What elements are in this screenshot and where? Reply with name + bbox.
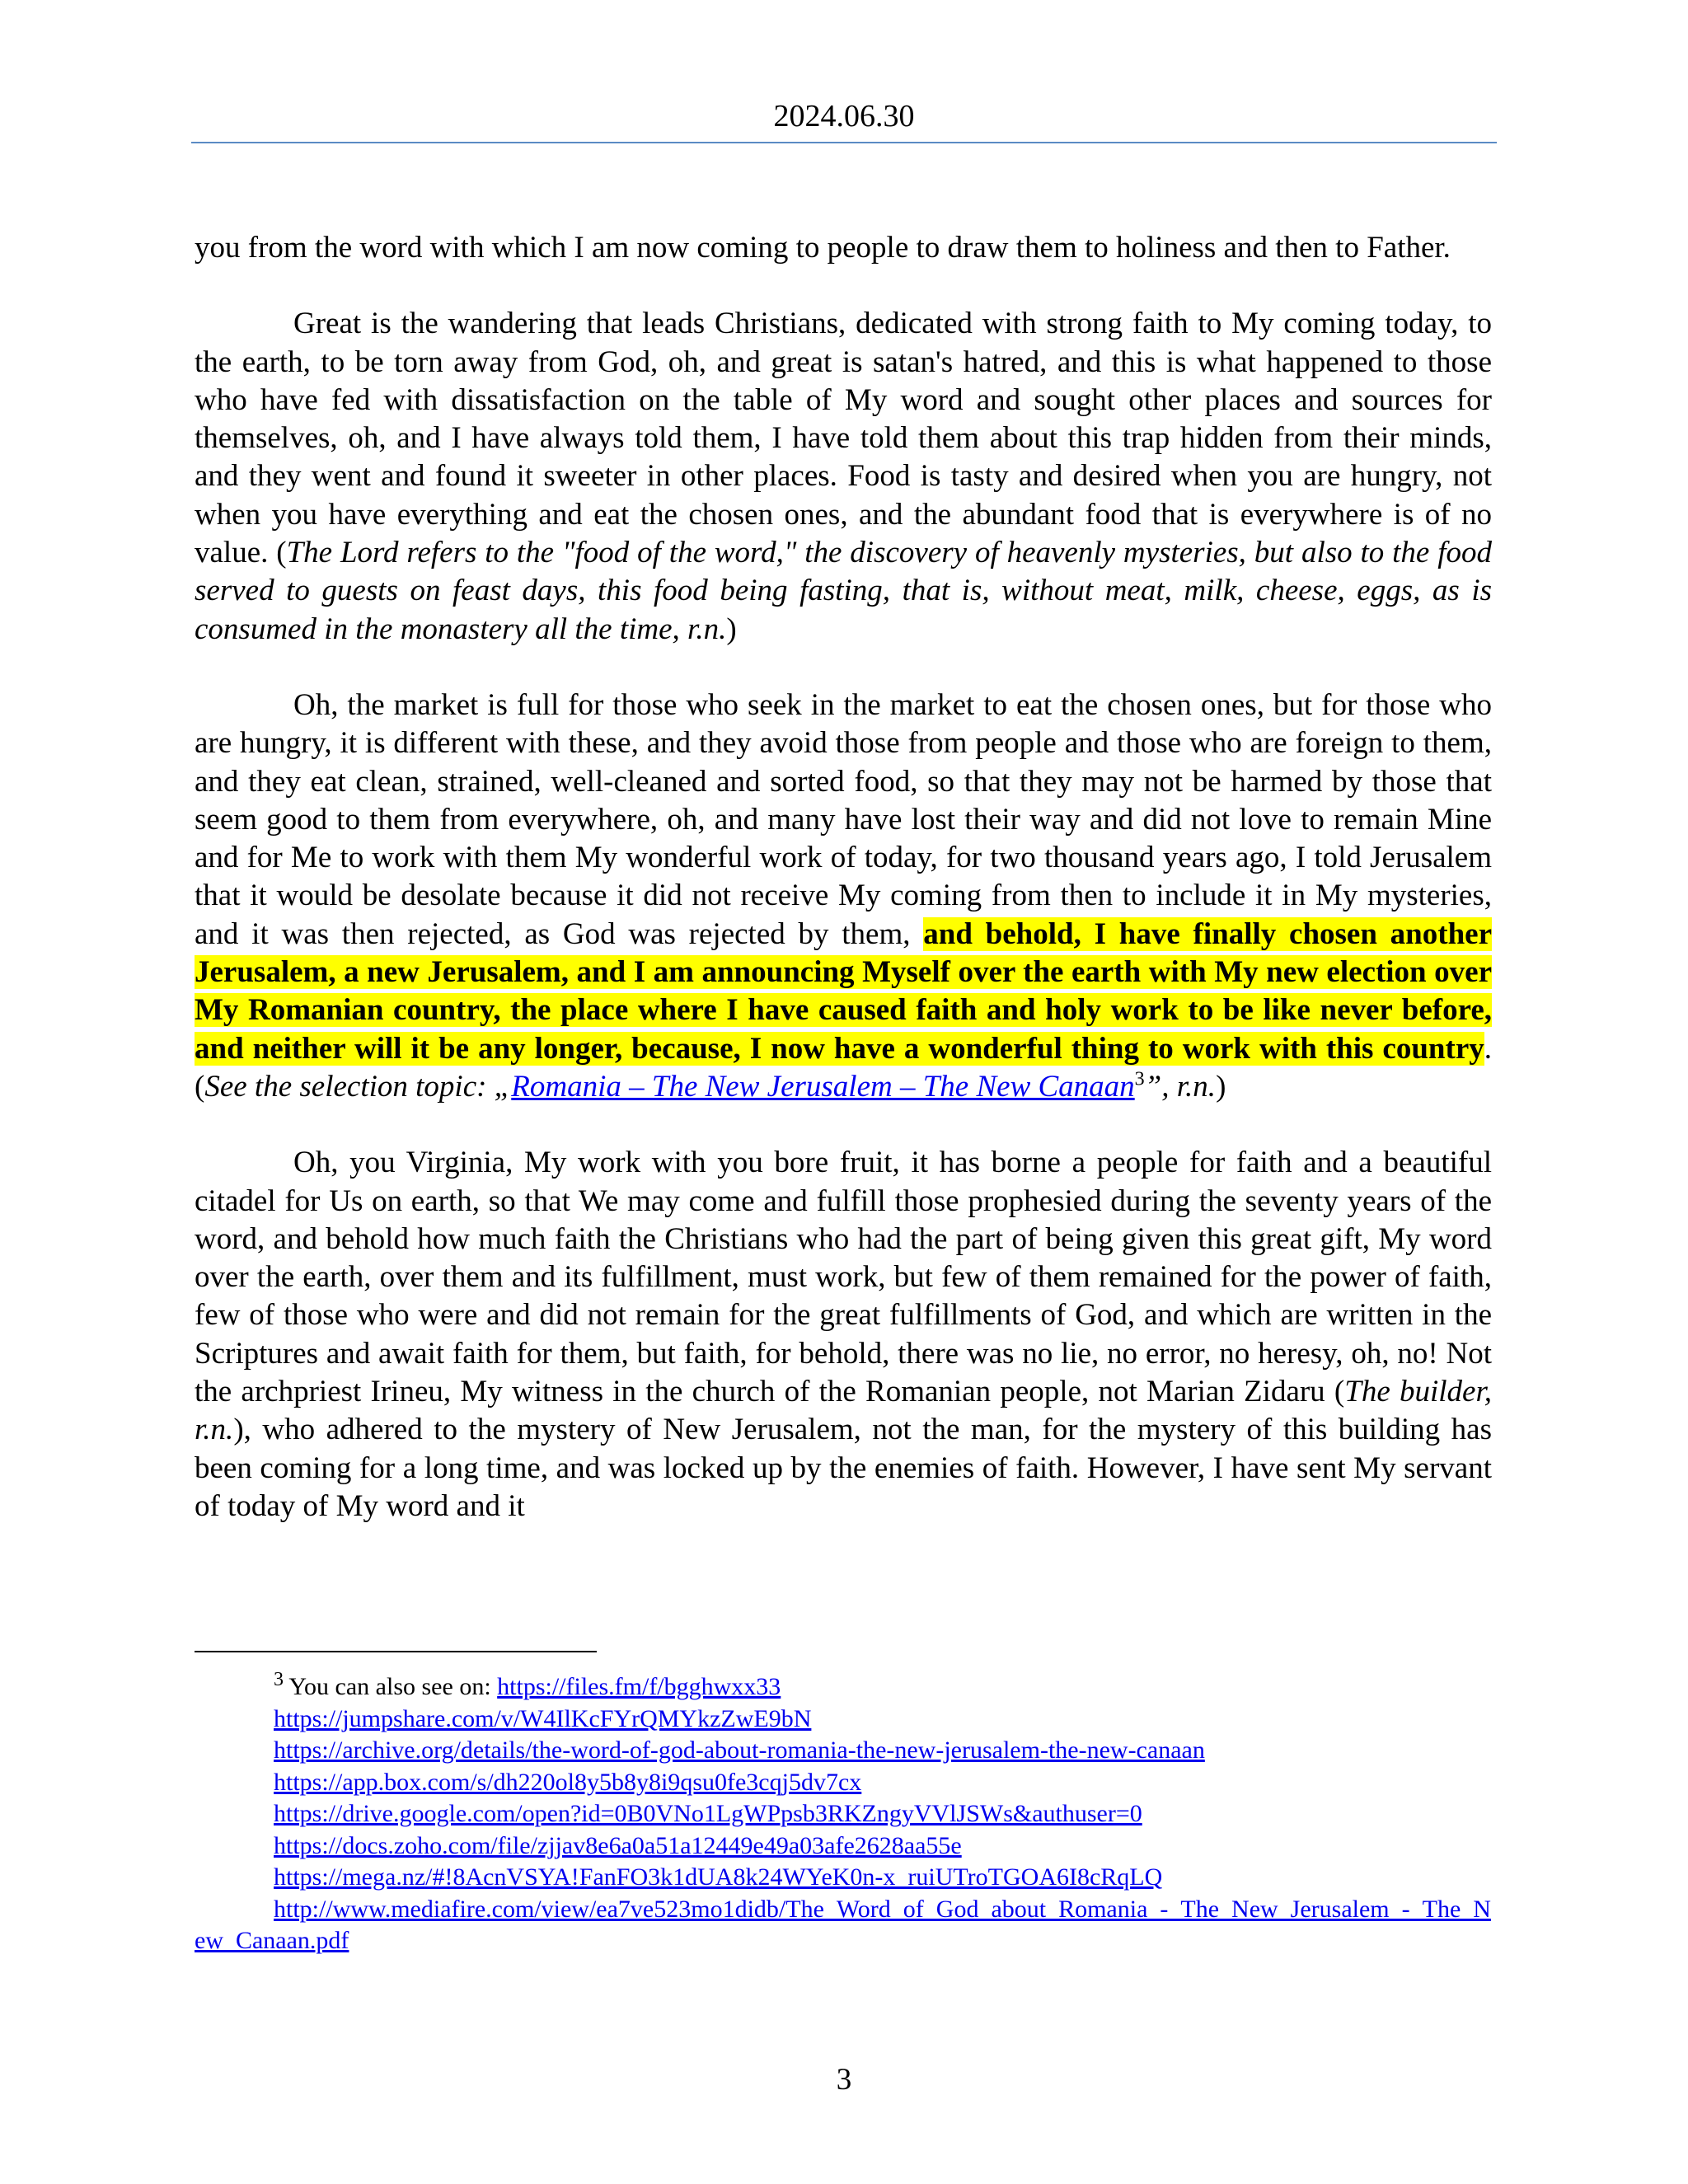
footnote-link[interactable]: http://www.mediafire.com/view/ea7ve523mo1didb/The_Word_of_God_about_Romania_-_The_New_Jerusalem_-_The_New_Canaan.pdf xyxy=(195,1895,1491,1954)
footnote-number: 3 xyxy=(274,1669,284,1690)
paragraph-3-close: ) xyxy=(1216,1069,1226,1104)
selection-topic-link[interactable]: Romania – The New Jerusalem – The New Canaan xyxy=(511,1069,1135,1104)
footnote-link[interactable]: https://archive.org/details/the-word-of-god-about-romania-the-new-jerusalem-the-new-canaan xyxy=(274,1736,1205,1764)
footnote-line xyxy=(195,1798,1492,1830)
footnote-link[interactable]: https://drive.google.com/open?id=0B0VNo1LgWPpsb3RKZngyVVlJSWs&authuser=0 xyxy=(274,1800,1142,1827)
footnote-link[interactable]: https://jumpshare.com/v/W4IlKcFYrQMYkzZwE9bN xyxy=(274,1704,812,1732)
paragraph-2 xyxy=(195,305,1492,649)
page-header-date: 2024.06.30 xyxy=(773,99,915,134)
footnote-link[interactable]: https://docs.zoho.com/file/zjjav8e6a0a51a12449e49a03afe2628aa55e xyxy=(274,1831,962,1859)
paragraph-4 xyxy=(195,1144,1492,1526)
paragraph-4-text-a: Oh, you Virginia, My work with you bore fruit, it has borne a people for faith and a beautiful citadel for Us on earth, so that We may come and fulfill those prophesied during the seventy years of the word, and behold how much faith the Christians who had the part of being given this great gift, My word over the earth, over them and its fulfillment, must work, but few of them remained for the power of faith, few of those who were and did not remain for the great fulfillments of God, and which are written in the Scriptures and await faith for them, but faith, for behold, there was no lie, no error, no heresy, oh, no! Not the archpriest Irineu, My witness in the church of the Romanian people, not Marian Zidaru ( xyxy=(195,1146,1492,1409)
paragraph-2-text: Great is the wandering that leads Christians, dedicated with strong faith to My coming today, to the earth, to be torn away from God, oh, and great is satan's hatred, and this is what happened to those who have fed with dissatisfaction on the table of My word and sought other places and sources for themselves, oh, and I have always told them, I have told them about this trap hidden from their minds, and they went and found it sweeter in other places. Food is tasty and desired when you are hungry, not when you have everything and eat the chosen ones, and the abundant food that is everywhere is of no value. ( xyxy=(195,307,1492,570)
paragraph-1 xyxy=(195,229,1492,267)
header-divider xyxy=(191,142,1497,143)
selection-topic-prefix: See the selection topic: „ xyxy=(204,1069,512,1104)
paragraph-3 xyxy=(195,687,1492,1106)
footnote-reference[interactable]: 3 xyxy=(1134,1068,1145,1090)
paragraph-2-close: ) xyxy=(726,612,737,646)
footnote-line xyxy=(195,1862,1492,1894)
footnote-line-1 xyxy=(195,1671,1492,1704)
selection-topic-suffix: ”, r.n. xyxy=(1144,1069,1217,1104)
footnote-line-wrapped xyxy=(195,1894,1492,1957)
footnote-link[interactable]: https://app.box.com/s/dh220ol8y5b8y8i9qsu0fe3cqj5dv7cx xyxy=(274,1768,862,1796)
highlighted-passage: and behold, I have finally chosen another Jerusalem, a new Jerusalem, and I am announcing Myself over the earth with My new election over My Romanian country, the place where I have caused faith and holy work to be like never before, and neither will it be any longer, because, I now have a wonderful thing to work with this country xyxy=(195,916,1493,1066)
document-body xyxy=(195,229,1492,1526)
paragraph-1-text: you from the word with which I am now coming to people to draw them to holiness and then to Father. xyxy=(195,231,1451,265)
footnote-separator xyxy=(195,1651,597,1652)
paragraph-3-after: . ( xyxy=(195,1031,1492,1104)
footnote-line xyxy=(195,1735,1492,1767)
page-number: 3 xyxy=(836,2063,852,2097)
footnote-block xyxy=(195,1671,1492,1957)
footnote-intro: You can also see on: xyxy=(288,1673,498,1700)
footnote-link[interactable]: https://mega.nz/#!8AcnVSYA!FanFO3k1dUA8k24WYeK0n-x_ruiUTroTGOA6I8cRqLQ xyxy=(274,1863,1163,1891)
footnote-line xyxy=(195,1767,1492,1799)
paragraph-4-editor-note: The builder, r.n. xyxy=(195,1375,1493,1447)
footnote-line xyxy=(195,1704,1492,1736)
footnote-line xyxy=(195,1830,1492,1863)
paragraph-4-text-b: ), who adhered to the mystery of New Jerusalem, not the man, for the mystery of this building has been coming for a long time, and was locked up by the enemies of faith. However, I have sent My servant of today of My word and it xyxy=(195,1413,1492,1523)
paragraph-3-text: Oh, the market is full for those who seek in the market to eat the chosen ones, but for those who are hungry, it is different with these, and they avoid those from people and those who are foreign to them, and they eat clean, strained, well-cleaned and sorted food, so that they may not be harmed by those that seem good to them from everywhere, oh, and many have lost their way and did not love to remain Mine and for Me to work with them My wonderful work of today, for two thousand years ago, I told Jerusalem that it would be desolate because it did not receive My coming from then to include it in My mysteries, and it was then rejected, as God was rejected by them, xyxy=(195,687,1492,951)
paragraph-2-editor-note: The Lord refers to the "food of the word," the discovery of heavenly mysteries, but also to the food served to guests on feast days, this food being fasting, that is, without meat, milk, cheese, eggs, as is consumed in the monastery all the time, r.n. xyxy=(195,536,1492,646)
footnote-link[interactable]: https://files.fm/f/bgghwxx33 xyxy=(497,1673,781,1700)
